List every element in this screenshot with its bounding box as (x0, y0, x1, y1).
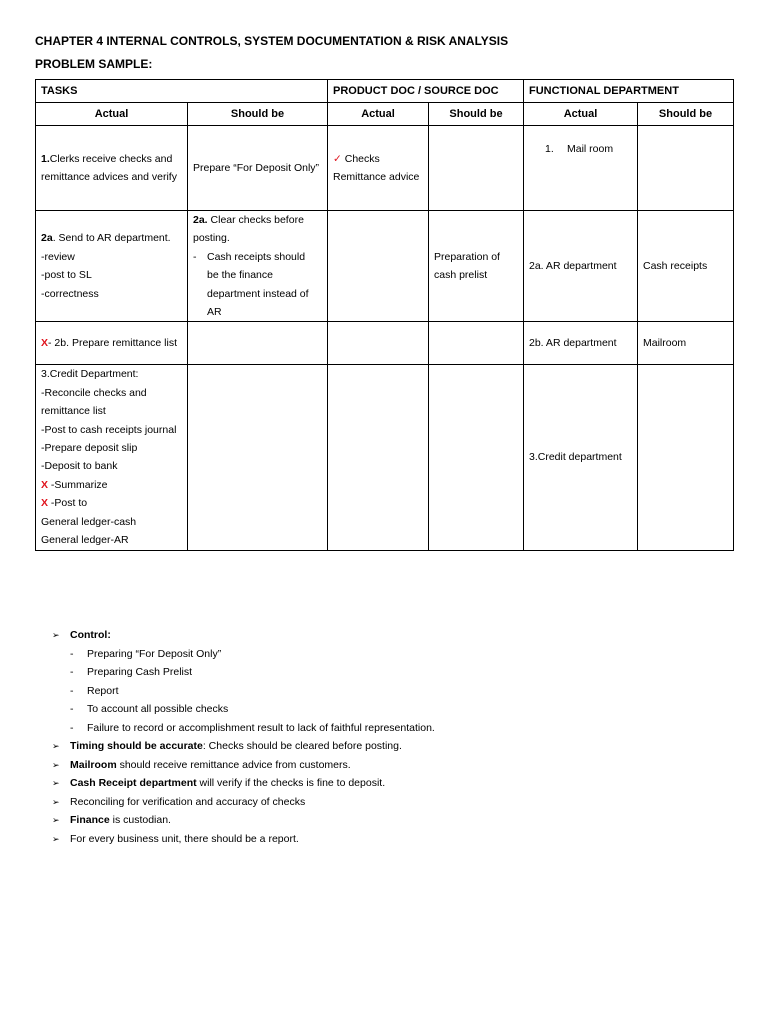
sub-list-item (52, 700, 435, 719)
control-item: Preparing Cash Prelist (87, 666, 193, 678)
doc-line (333, 150, 423, 168)
dash: - (70, 703, 74, 715)
dept-text: 3.Credit department (529, 451, 622, 464)
task-line (41, 334, 182, 352)
cell-task-actual (36, 126, 188, 211)
x-mark-icon: X (41, 497, 49, 510)
dash: - (70, 666, 74, 678)
subheader-tasks-actual: Actual (36, 103, 188, 126)
cell-dept-should-be (638, 126, 734, 211)
cell-dept-actual (524, 322, 638, 365)
sub-list-item (52, 663, 435, 682)
tasks-table (35, 79, 734, 551)
dash: - (70, 684, 74, 697)
note-text: Reconciling for verification and accuracy of checks (70, 795, 306, 808)
table-row (36, 126, 734, 211)
task-line: remittance list (41, 405, 106, 418)
task-text: -Summarize (48, 478, 108, 491)
should-line (193, 211, 322, 229)
note-text: will verify if the checks is fine to deposit. (196, 777, 386, 789)
arrow-bullet-icon: ➢ (52, 815, 60, 825)
subheader-tasks-should-be: Should be (188, 103, 328, 126)
dept-text: 2b. AR department (529, 337, 617, 350)
group-header-product-doc: PRODUCT DOC / SOURCE DOC (328, 80, 524, 103)
task-line: -review (41, 250, 75, 263)
control-item: Failure to record or accomplishment result to lack of faithful representation. (87, 721, 435, 734)
table-row (36, 211, 734, 322)
check-mark-icon: ✓ (333, 152, 342, 165)
list-item (52, 774, 435, 793)
subheader-dept-should-be: Should be (638, 103, 734, 126)
should-number: 2a. (193, 214, 208, 226)
task-line: remittance advices and verify (41, 171, 177, 183)
task-should-text: Prepare “For Deposit Only” (193, 161, 320, 174)
task-line: -correctness (41, 287, 99, 300)
arrow-bullet-icon: ➢ (52, 778, 60, 788)
task-line: -Deposit to bank (41, 460, 118, 473)
list-item (52, 830, 435, 849)
dash: - (193, 250, 197, 263)
note-bold: Cash Receipt department (70, 777, 197, 789)
task-line (41, 476, 182, 494)
sub-list-item (52, 645, 435, 664)
cell-dept-should-be (638, 211, 734, 322)
arrow-bullet-icon: ➢ (52, 630, 60, 640)
cell-doc-should-be (429, 126, 524, 211)
sub-list-item (52, 719, 435, 738)
arrow-bullet-icon: ➢ (52, 833, 60, 844)
note-bold: Finance (70, 814, 110, 826)
list-item (52, 756, 435, 775)
note-text: : Checks should be cleared before posting. (202, 740, 402, 752)
page-subtitle: PROBLEM SAMPLE: (35, 57, 153, 71)
dash: - (70, 721, 74, 734)
note-text: For every business unit, there should be a report. (70, 832, 299, 845)
subheader-doc-should-be: Should be (429, 103, 524, 126)
dash: - (70, 647, 74, 660)
table-subheader-row (36, 103, 734, 126)
control-item: Report (87, 684, 119, 697)
dept-text: 2a. AR department (529, 260, 617, 273)
task-text: - 2b. Prepare remittance list (48, 337, 177, 350)
table-row (36, 322, 734, 365)
subheader-doc-actual: Actual (328, 103, 429, 126)
control-item: Preparing “For Deposit Only” (87, 647, 222, 660)
doc-text: Checks (341, 152, 380, 165)
control-item: To account all possible checks (87, 703, 229, 715)
x-mark-icon: X (41, 337, 49, 350)
cell-dept-actual (524, 126, 638, 211)
cell-task-should-be (188, 322, 328, 365)
arrow-bullet-icon: ➢ (52, 741, 60, 751)
cell-task-actual (36, 365, 188, 550)
list-item (52, 811, 435, 830)
cell-dept-should-be (638, 365, 734, 550)
cell-doc-actual (328, 211, 429, 322)
cell-task-actual (36, 322, 188, 365)
task-line: 3.Credit Department: (41, 368, 139, 381)
dept-number: 1. (545, 143, 554, 155)
doc-line: Remittance advice (333, 171, 420, 183)
cell-doc-actual (328, 126, 429, 211)
cell-task-should-be (188, 126, 328, 211)
task-line (41, 150, 182, 168)
page-title: CHAPTER 4 INTERNAL CONTROLS, SYSTEM DOCUMENTATION & RISK ANALYSIS (35, 34, 509, 48)
task-text: . Send to AR department. (52, 232, 171, 245)
note-text: is custodian. (109, 814, 171, 826)
should-text: Clear checks before (207, 214, 304, 226)
cell-task-should-be (188, 211, 328, 322)
list-item (52, 793, 435, 812)
arrow-bullet-icon: ➢ (52, 759, 60, 770)
list-item (52, 626, 435, 645)
list-item (52, 737, 435, 756)
task-line (41, 229, 182, 247)
task-line: -Post to cash receipts journal (41, 423, 177, 436)
note-bold: Mailroom (70, 758, 117, 771)
doc-should-text: Preparation of cash prelist (434, 250, 500, 282)
dept-should-text: Mailroom (643, 337, 687, 350)
sub-list-item (52, 682, 435, 701)
cell-doc-should-be (429, 365, 524, 550)
group-header-functional-department: FUNCTIONAL DEPARTMENT (524, 80, 734, 103)
cell-task-should-be (188, 365, 328, 550)
task-line: -post to SL (41, 269, 92, 282)
should-dash-item (193, 248, 322, 322)
should-line: posting. (193, 232, 230, 245)
notes-list (52, 626, 435, 848)
subheader-dept-actual: Actual (524, 103, 638, 126)
dept-text: Mail room (567, 143, 614, 155)
table-group-header-row (36, 80, 734, 103)
note-text: should receive remittance advice from customers. (116, 758, 351, 771)
cell-doc-actual (328, 365, 429, 550)
cell-doc-should-be (429, 211, 524, 322)
task-line (41, 494, 182, 512)
dept-should-text: Cash receipts (643, 260, 708, 273)
dept-numbered-item (529, 140, 632, 158)
table-row (36, 365, 734, 550)
group-header-tasks: TASKS (36, 80, 328, 103)
task-text: Clerks receive checks and (49, 152, 173, 165)
task-number: 1. (41, 152, 50, 165)
x-mark-icon: X (41, 478, 49, 491)
cell-doc-should-be (429, 322, 524, 365)
task-line: -Reconcile checks and (41, 386, 147, 399)
task-line: General ledger-cash (41, 515, 137, 528)
cell-dept-should-be (638, 322, 734, 365)
cell-task-actual (36, 211, 188, 322)
task-line: General ledger-AR (41, 534, 129, 547)
cell-dept-actual (524, 211, 638, 322)
cell-dept-actual (524, 365, 638, 550)
task-text: -Post to (48, 497, 88, 510)
control-label: Control: (70, 629, 111, 641)
cell-doc-actual (328, 322, 429, 365)
note-bold: Timing should be accurate (70, 740, 203, 752)
should-sub-text: Cash receipts should be the finance department instead of AR (207, 250, 309, 319)
arrow-bullet-icon: ➢ (52, 796, 60, 807)
task-line: -Prepare deposit slip (41, 442, 138, 455)
task-number: 2a (41, 232, 53, 245)
